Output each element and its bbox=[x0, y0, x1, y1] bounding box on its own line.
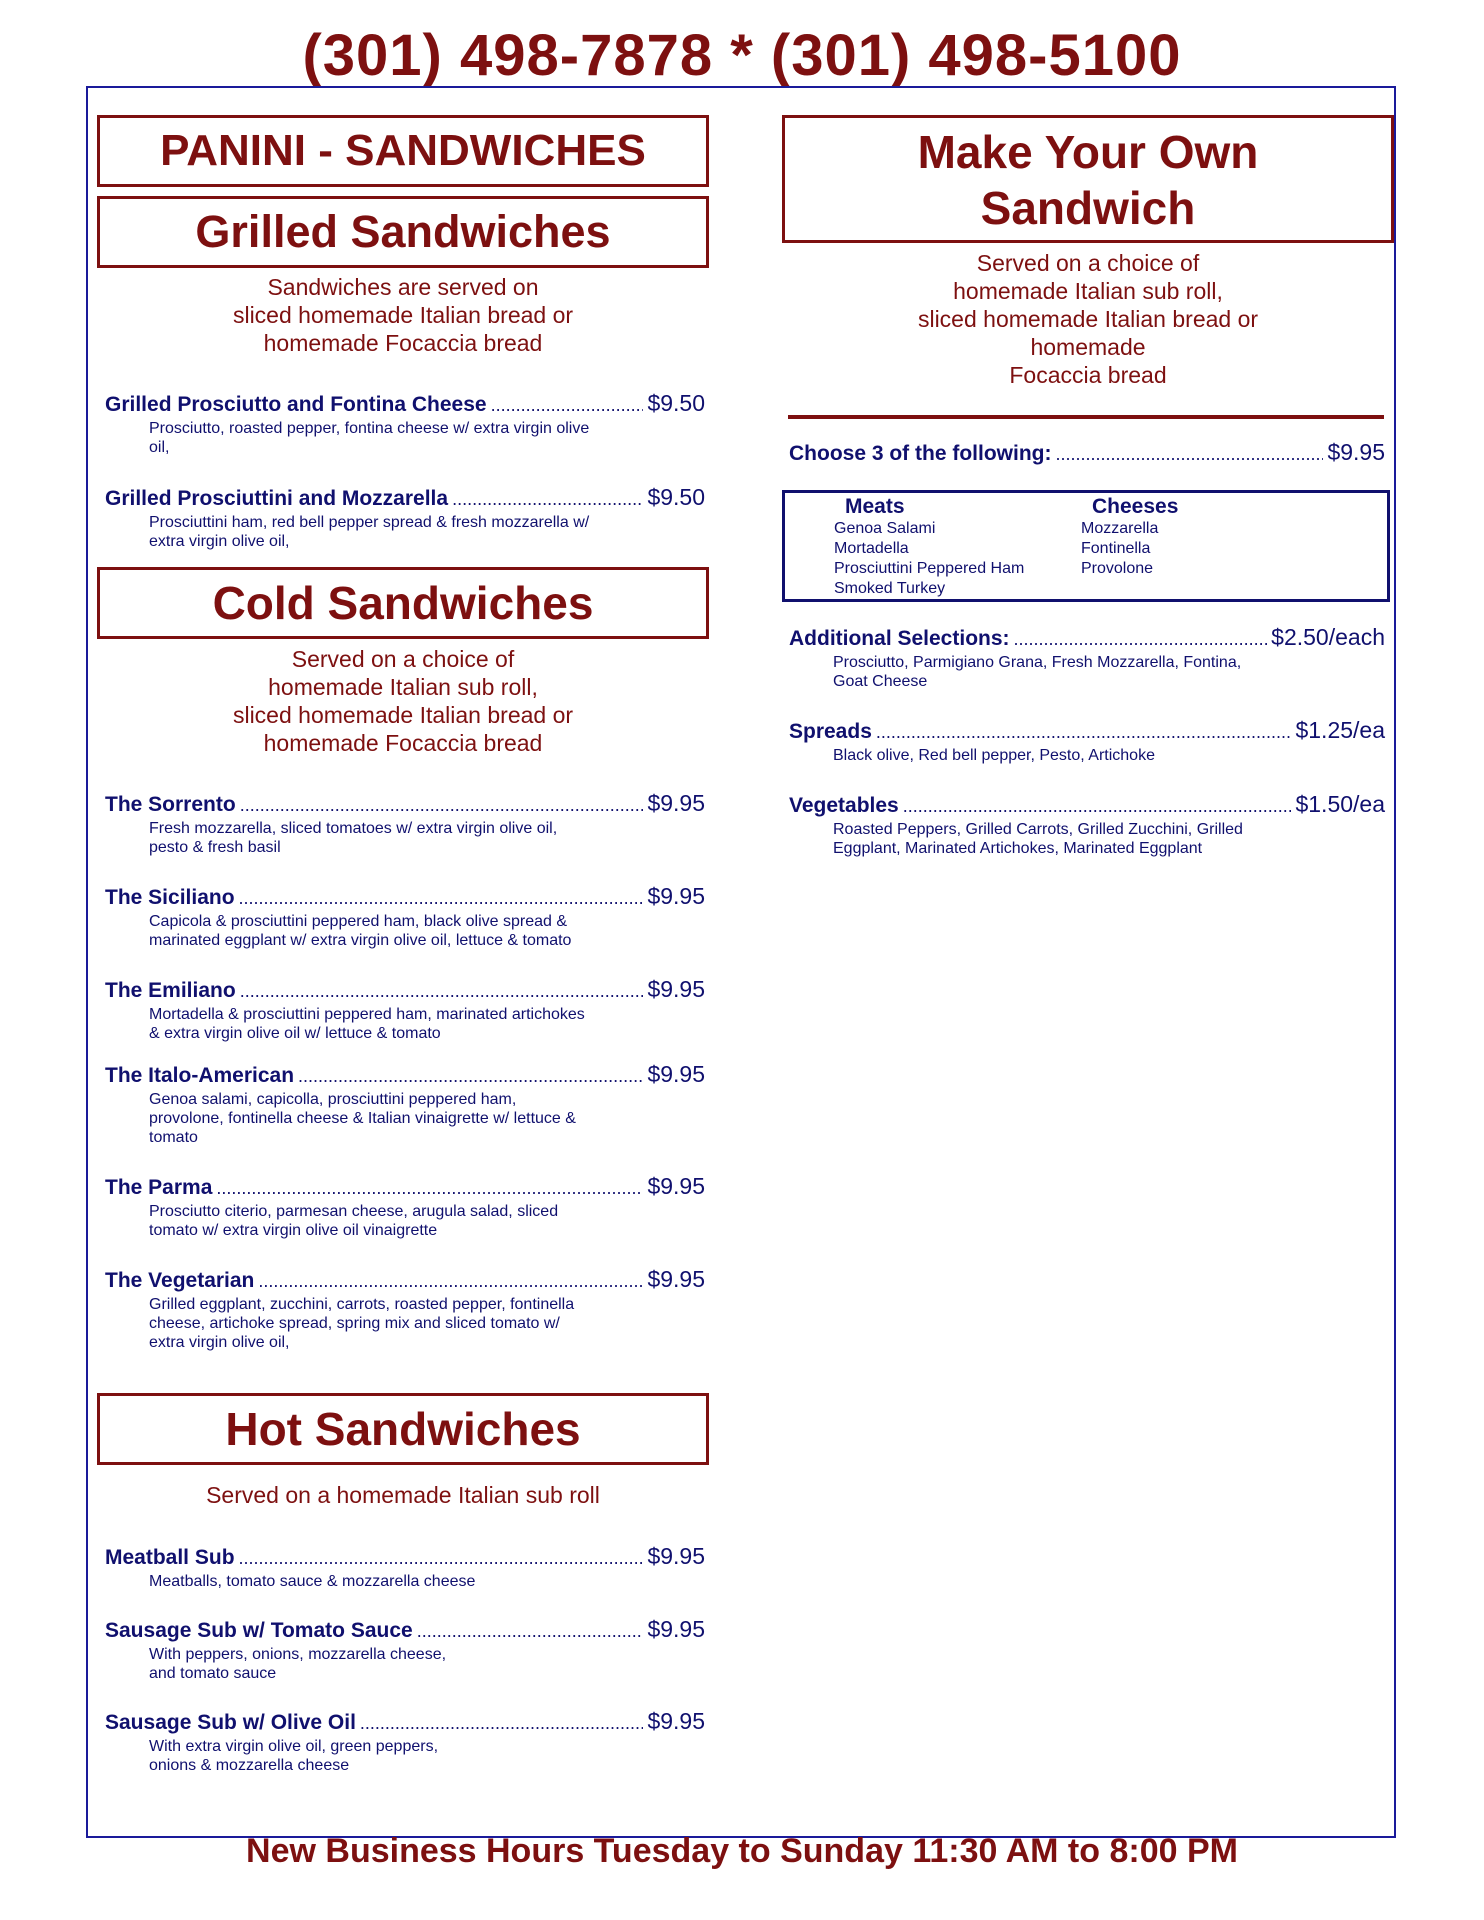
menu-item-vegetarian bbox=[105, 1266, 705, 1352]
item-description: Meatballs, tomato sauce & mozzarella cheese bbox=[149, 1573, 476, 1590]
leader-dots bbox=[876, 722, 1292, 743]
menu-item-sorrento bbox=[105, 790, 705, 857]
list-item: Mozzarella bbox=[1081, 520, 1159, 537]
item-description: Genoa salami, capicolla, prosciuttini peppered ham, provolone, fontinella cheese & Italian vinaigrette w/ lettuce & tomato bbox=[149, 1091, 576, 1146]
choose-three-line bbox=[789, 439, 1385, 466]
item-price: $1.50/ea bbox=[1295, 791, 1385, 817]
item-price: $9.95 bbox=[647, 790, 705, 816]
item-price: $9.95 bbox=[647, 1708, 705, 1734]
leader-dots bbox=[491, 395, 644, 416]
item-name: Sausage Sub w/ Tomato Sauce bbox=[105, 1619, 413, 1642]
item-description: Prosciutto, roasted pepper, fontina cheese w/ extra virgin olive oil, bbox=[149, 420, 590, 456]
item-name: Meatball Sub bbox=[105, 1546, 235, 1569]
item-description: Prosciuttini ham, red bell pepper spread & fresh mozzarella w/ extra virgin olive oil, bbox=[149, 514, 590, 550]
menu-item-emiliano bbox=[105, 976, 705, 1043]
list-item: Provolone bbox=[1081, 560, 1154, 577]
meats-heading: Meats bbox=[845, 495, 905, 518]
subtitle-line: homemade Italian sub roll, bbox=[268, 674, 538, 700]
item-name: The Siciliano bbox=[105, 886, 235, 909]
menu-item-grilled-prosciutto bbox=[105, 390, 705, 457]
cold-title-box bbox=[97, 567, 709, 639]
leader-dots bbox=[240, 981, 644, 1002]
leader-dots bbox=[298, 1066, 643, 1087]
make-your-own-subtitle bbox=[782, 249, 1394, 389]
item-name: Choose 3 of the following: bbox=[789, 442, 1052, 465]
menu-item-sausage-tomato bbox=[105, 1616, 705, 1683]
item-description: Grilled eggplant, zucchini, carrots, roasted pepper, fontinella cheese, artichoke spread, spring mix and sliced tomato w/ extra virgin olive oil, bbox=[149, 1296, 575, 1351]
item-price: $9.50 bbox=[647, 390, 705, 416]
subtitle-line: homemade Italian sub roll, bbox=[953, 278, 1223, 304]
hot-subtitle bbox=[97, 1481, 709, 1509]
cheeses-list bbox=[1081, 519, 1158, 579]
item-price: $9.95 bbox=[647, 976, 705, 1002]
list-item: Smoked Turkey bbox=[834, 580, 946, 597]
leader-dots bbox=[216, 1178, 643, 1199]
panini-title-box bbox=[97, 115, 709, 187]
list-item: Fontinella bbox=[1081, 540, 1151, 557]
item-price: $9.95 bbox=[647, 1173, 705, 1199]
phone-numbers: (301) 498-7878 * (301) 498-5100 bbox=[302, 23, 1182, 88]
item-price: $9.95 bbox=[1327, 439, 1385, 465]
subtitle-line: Served on a choice of bbox=[291, 646, 515, 672]
item-name: Grilled Prosciutto and Fontina Cheese bbox=[105, 393, 487, 416]
grilled-subtitle bbox=[97, 273, 709, 357]
menu-item-grilled-prosciuttini bbox=[105, 484, 705, 551]
leader-dots bbox=[903, 796, 1292, 817]
item-price: $2.50/each bbox=[1271, 624, 1385, 650]
item-price: $9.95 bbox=[647, 883, 705, 909]
subtitle-line: Served on a choice of bbox=[976, 250, 1200, 276]
item-price: $9.95 bbox=[647, 1616, 705, 1642]
item-description: Fresh mozzarella, sliced tomatoes w/ extra virgin olive oil, pesto & fresh basil bbox=[149, 820, 558, 856]
item-description: Black olive, Red bell pepper, Pesto, Artichoke bbox=[833, 747, 1155, 764]
item-name: The Emiliano bbox=[105, 979, 236, 1002]
list-item: Genoa Salami bbox=[834, 520, 936, 537]
item-price: $9.95 bbox=[647, 1061, 705, 1087]
hot-title-box bbox=[97, 1393, 709, 1465]
vegetables bbox=[789, 791, 1385, 858]
item-description: With extra virgin olive oil, green peppers, onions & mozzarella cheese bbox=[149, 1738, 439, 1774]
subtitle-line: homemade bbox=[1030, 334, 1146, 360]
item-description: With peppers, onions, mozzarella cheese, and tomato sauce bbox=[149, 1646, 447, 1682]
menu-item-siciliano bbox=[105, 883, 705, 950]
cold-title: Cold Sandwiches bbox=[212, 577, 594, 629]
item-name: Vegetables bbox=[789, 794, 899, 817]
grilled-title: Grilled Sandwiches bbox=[195, 206, 611, 257]
item-name: The Vegetarian bbox=[105, 1269, 255, 1292]
grilled-title-box bbox=[97, 196, 709, 268]
meats-list bbox=[834, 519, 1024, 599]
make-your-own-title-line: Make Your Own bbox=[917, 126, 1259, 178]
item-name: The Sorrento bbox=[105, 793, 236, 816]
leader-dots bbox=[239, 888, 644, 909]
item-description: Roasted Peppers, Grilled Carrots, Grilled Zucchini, Grilled Eggplant, Marinated Artichokes, Marinated Eggplant bbox=[833, 821, 1243, 857]
item-name: The Italo-American bbox=[105, 1064, 295, 1087]
menu-item-parma bbox=[105, 1173, 705, 1240]
subtitle-line: Sandwiches are served on bbox=[267, 274, 539, 300]
cold-subtitle bbox=[97, 645, 709, 757]
business-hours: New Business Hours Tuesday to Sunday 11:30 AM to 8:00 PM bbox=[246, 1832, 1238, 1870]
menu-item-sausage-olive-oil bbox=[105, 1708, 705, 1775]
subtitle-line: sliced homemade Italian bread or bbox=[917, 306, 1259, 332]
make-your-own-title-box bbox=[782, 115, 1394, 243]
item-description: Prosciutto citerio, parmesan cheese, arugula salad, sliced tomato w/ extra virgin olive oil vinaigrette bbox=[149, 1203, 559, 1239]
additional-selections bbox=[789, 624, 1385, 691]
cheeses-heading: Cheeses bbox=[1092, 495, 1179, 518]
leader-dots bbox=[1014, 629, 1268, 650]
list-item: Mortadella bbox=[834, 540, 909, 557]
item-price: $1.25/ea bbox=[1295, 717, 1385, 743]
make-your-own-title-line: Sandwich bbox=[980, 182, 1196, 234]
leader-dots bbox=[258, 1271, 643, 1292]
leader-dots bbox=[452, 489, 643, 510]
subtitle-line: sliced homemade Italian bread or bbox=[232, 302, 574, 328]
item-name: Spreads bbox=[789, 720, 872, 743]
leader-dots bbox=[417, 1621, 644, 1642]
subtitle-line: homemade Focaccia bread bbox=[263, 330, 543, 356]
spreads bbox=[789, 717, 1385, 765]
item-description: Prosciutto, Parmigiano Grana, Fresh Mozzarella, Fontina, Goat Cheese bbox=[833, 654, 1242, 690]
list-item: Prosciuttini Peppered Ham bbox=[834, 560, 1025, 577]
item-name: The Parma bbox=[105, 1176, 213, 1199]
item-name: Grilled Prosciuttini and Mozzarella bbox=[105, 487, 449, 510]
leader-dots bbox=[360, 1713, 644, 1734]
item-price: $9.50 bbox=[647, 484, 705, 510]
item-price: $9.95 bbox=[647, 1266, 705, 1292]
item-description: Mortadella & prosciuttini peppered ham, marinated artichokes & extra virgin olive oil w/ lettuce & tomato bbox=[149, 1006, 585, 1042]
subtitle-line: Focaccia bread bbox=[1009, 362, 1167, 388]
item-description: Capicola & prosciuttini peppered ham, black olive spread & marinated eggplant w/ extra virgin olive oil, lettuce & tomato bbox=[149, 913, 572, 949]
menu-item-meatball-sub bbox=[105, 1543, 705, 1591]
leader-dots bbox=[239, 1548, 644, 1569]
leader-dots bbox=[1055, 444, 1323, 465]
menu-item-italo-american bbox=[105, 1061, 705, 1147]
section-divider bbox=[788, 415, 1384, 419]
subtitle-line: homemade Focaccia bread bbox=[263, 730, 543, 756]
hot-title: Hot Sandwiches bbox=[225, 1403, 581, 1455]
item-name: Additional Selections: bbox=[789, 627, 1010, 650]
subtitle-line: sliced homemade Italian bread or bbox=[232, 702, 574, 728]
item-name: Sausage Sub w/ Olive Oil bbox=[105, 1711, 356, 1734]
meats-cheeses-box bbox=[782, 490, 1390, 602]
subtitle-line: Served on a homemade Italian sub roll bbox=[206, 1482, 600, 1508]
panini-title: PANINI - SANDWICHES bbox=[160, 126, 646, 175]
leader-dots bbox=[240, 795, 644, 816]
item-price: $9.95 bbox=[647, 1543, 705, 1569]
